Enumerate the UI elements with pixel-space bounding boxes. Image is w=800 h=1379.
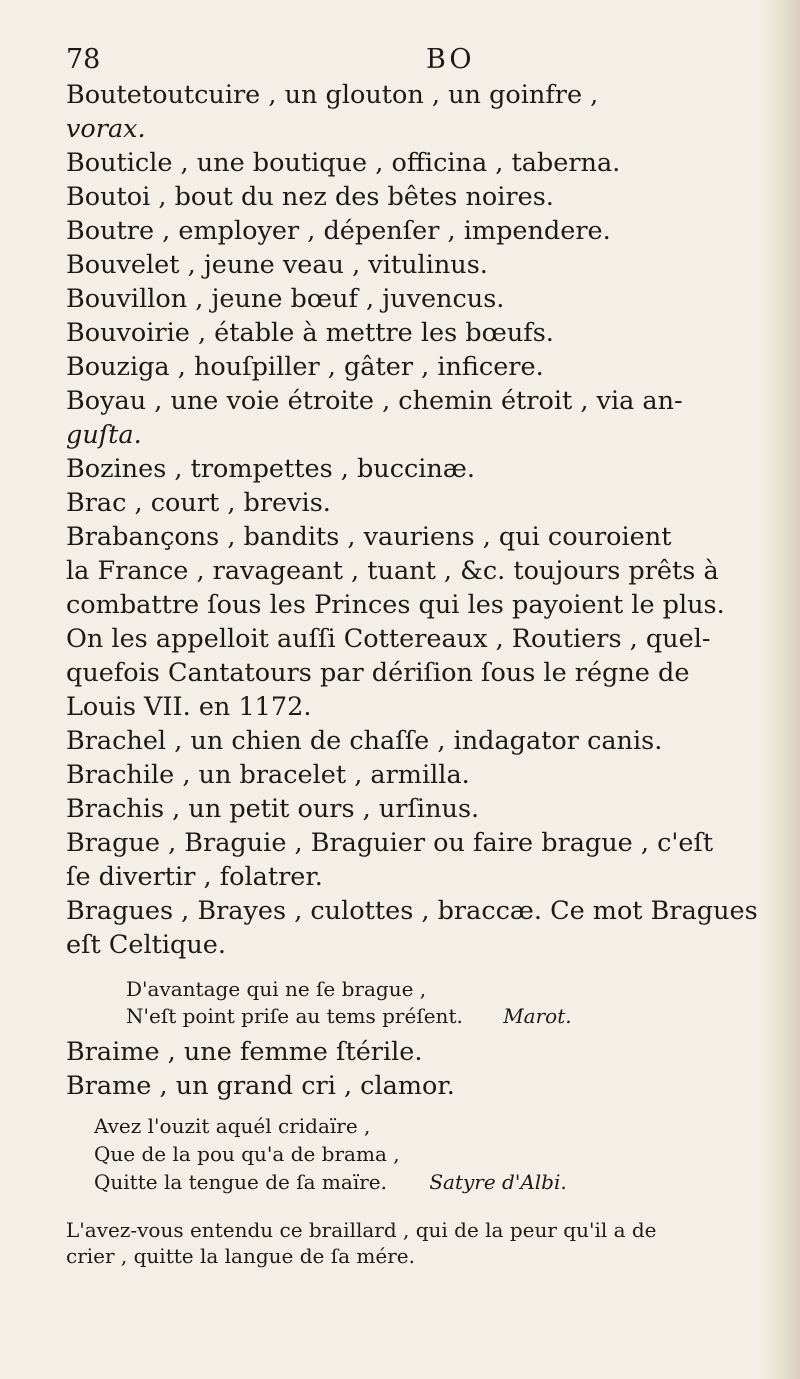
text-line: Boyau , une voie étroite , chemin étroit , via an- bbox=[66, 386, 683, 416]
text-line: Boutetoutcuire , un glouton , un goinfre , bbox=[66, 80, 599, 110]
text-line: Brac , court , brevis. bbox=[66, 488, 331, 518]
text-line: Brachis , un petit ours , urſinus. bbox=[66, 794, 480, 824]
text-line: Brachile , un bracelet , armilla. bbox=[66, 760, 470, 790]
quote-line-text: N'eſt point priſe au tems préſent. bbox=[126, 1004, 463, 1028]
text-line: combattre ſous les Princes qui les payoient le plus. bbox=[66, 590, 725, 620]
page-header bbox=[66, 44, 726, 84]
text-line: Bouticle , une boutique , officina , taberna. bbox=[66, 148, 621, 178]
quote-line: D'avantage qui ne ſe brague , bbox=[126, 977, 427, 1001]
running-head: BO bbox=[426, 44, 475, 75]
quote-line bbox=[66, 1172, 798, 1202]
text-line: Braime , une femme ſtérile. bbox=[66, 1037, 423, 1067]
text-line: Brague , Braguie , Braguier ou faire brague , c'eſt bbox=[66, 828, 714, 858]
text-line: Bozines , trompettes , buccinæ. bbox=[66, 454, 475, 484]
translation-line: crier , quitte la langue de ſa mére. bbox=[66, 1244, 415, 1268]
text-line: On les appelloit auſſi Cottereaux , Routiers , quel- bbox=[66, 624, 711, 654]
translation bbox=[66, 1220, 798, 1272]
text-line: la France , ravageant , tuant , &c. toujours prêts à bbox=[66, 556, 719, 586]
text-line: ſe divertir , folatrer. bbox=[66, 862, 323, 892]
text-line: Brachel , un chien de chaſſe , indagator canis. bbox=[66, 726, 663, 756]
page-number: 78 bbox=[66, 44, 101, 75]
text-line: Bouvoirie , étable à mettre les bœufs. bbox=[66, 318, 554, 348]
text-line: Louis VII. en 1172. bbox=[66, 692, 312, 722]
text-line: vorax. bbox=[66, 114, 146, 144]
dictionary-text bbox=[66, 80, 798, 1272]
quotation-satyre bbox=[66, 1116, 798, 1202]
text-line: Bouvillon , jeune bœuf , juvencus. bbox=[66, 284, 505, 314]
quotation-marot bbox=[66, 979, 798, 1036]
text-line: Bouvelet , jeune veau , vitulinus. bbox=[66, 250, 488, 280]
quote-line bbox=[66, 1006, 798, 1036]
text-line: Bragues , Brayes , culottes , braccæ. Ce mot Bragues bbox=[66, 896, 758, 926]
text-line: eſt Celtique. bbox=[66, 930, 226, 960]
quote-line: Que de la pou qu'a de brama , bbox=[94, 1142, 400, 1166]
text-line: Bouziga , houſpiller , gâter , inficere. bbox=[66, 352, 544, 382]
text-line: Boutre , employer , dépenſer , impendere. bbox=[66, 216, 611, 246]
translation-line: L'avez-vous entendu ce braillard , qui de la peur qu'il a de bbox=[66, 1218, 657, 1242]
quote-source: Satyre d'Albi. bbox=[429, 1170, 567, 1194]
text-line: quefois Cantatours par dériſion ſous le régne de bbox=[66, 658, 690, 688]
text-line: Brabançons , bandits , vauriens , qui couroient bbox=[66, 522, 672, 552]
quote-line-text: Quitte la tengue de ſa maïre. bbox=[94, 1170, 387, 1194]
text-line: guſta. bbox=[66, 420, 142, 450]
quote-line: Avez l'ouzit aquél cridaïre , bbox=[94, 1114, 371, 1138]
quote-source: Marot. bbox=[503, 1004, 572, 1028]
text-line: Boutoi , bout du nez des bêtes noires. bbox=[66, 182, 554, 212]
text-line: Brame , un grand cri , clamor. bbox=[66, 1071, 455, 1101]
